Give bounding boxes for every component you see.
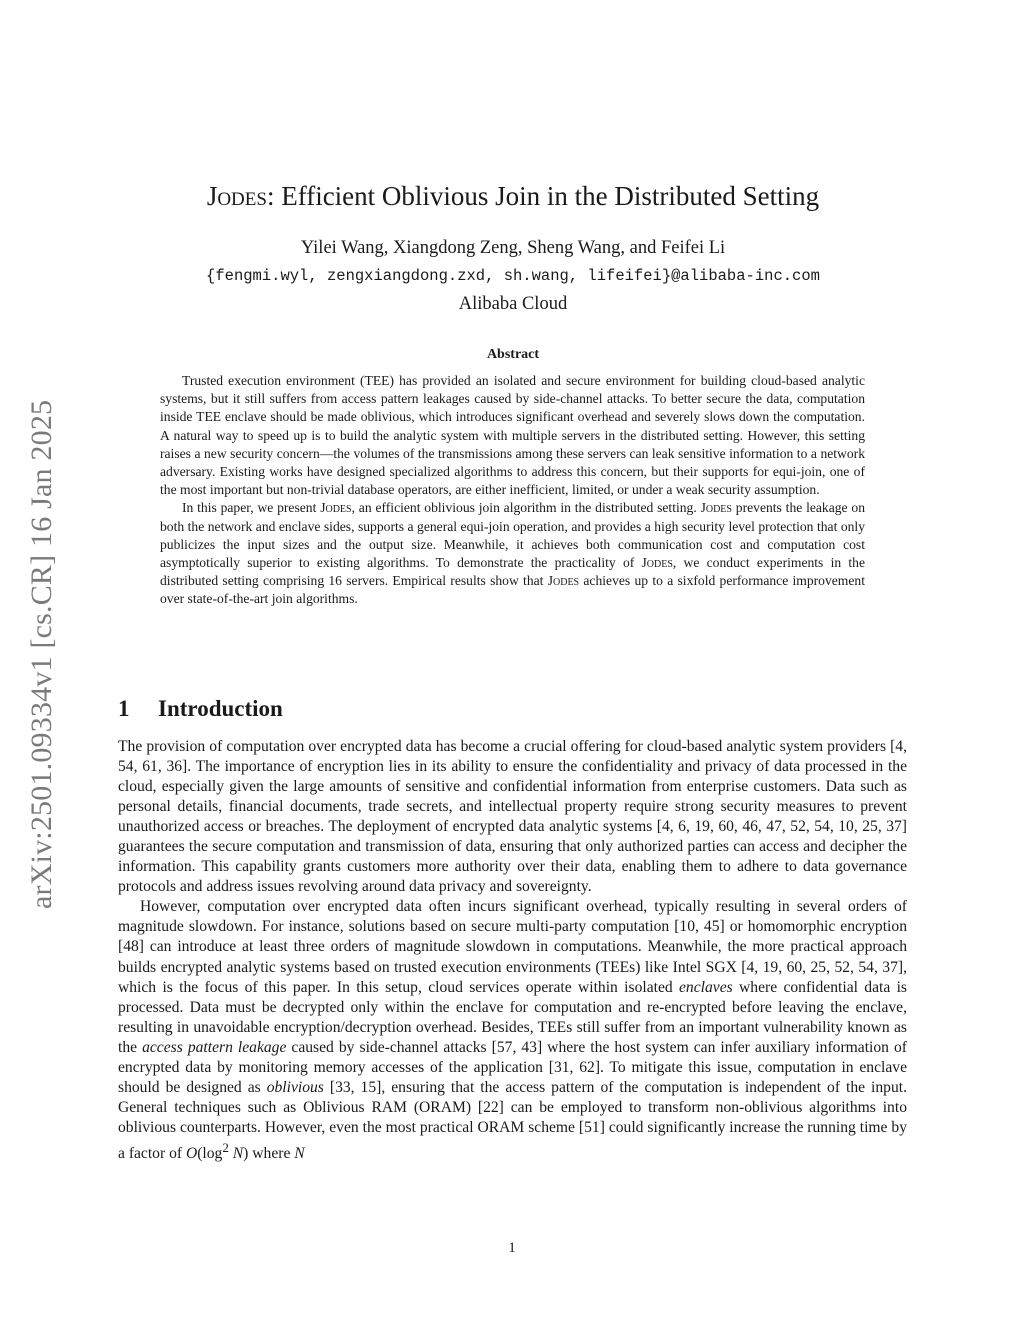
body-text-run: where	[248, 1145, 295, 1163]
emphasis: oblivious	[266, 1078, 324, 1096]
math-symbol: N	[294, 1145, 305, 1163]
body-text-run: [33, 15], ensuring that the access pattern of the computation is independent of the input. General techniques such as Oblivious RAM (ORAM) [22] can be employed to transform non-oblivious algorithms into oblivious counterparts. However, even the most practical ORAM scheme [51] could significantly increase the running time by a factor of	[118, 1078, 907, 1163]
abstract-text: prevents the leakage on both the network and enclave sides, supports a general equi-join operation, and provides a high security level protection that only publicizes the input sizes and the output size. Meanwhile, it achieves both communication cost and computation cost asymptotically superior to existing algorithms. To demonstrate the practicality of	[160, 500, 865, 571]
section-heading	[118, 693, 908, 725]
title-rest: : Efficient Oblivious Join in the Distributed Setting	[266, 181, 820, 211]
abstract-text: achieves up to a sixfold performance improvement over state-of-the-art join algorithms.	[160, 573, 865, 607]
abstract-paragraph-1: Trusted execution environment (TEE) has provided an isolated and secure environment for building cloud-based analytic systems, but it still suffers from access pattern leakages caused by side-channel attacks. To better secure the data, computation inside TEE enclave should be made oblivious, which introduces significant overhead and severely slows down the computation. A natural way to speed up is to build the analytic system with multiple servers in the distributed setting. However, this setting raises a new security concern—the volumes of the transmissions among these servers can leak sensitive information to a network adversary. Existing works have designed specialized algorithms to address this concern, but their supports for equi-join, one of the most important but non-trivial database operators, are either inefficient, limited, or under a weak security assumption.	[160, 373, 865, 498]
body-text	[118, 737, 907, 1164]
abstract-text: , an efficient oblivious join algorithm in the distributed setting.	[351, 500, 701, 516]
system-name: Jodes	[700, 500, 732, 516]
abstract-body	[160, 372, 865, 609]
section-title: Introduction	[158, 696, 283, 721]
body-paragraph-2	[118, 897, 907, 1164]
paper-title	[118, 176, 908, 216]
arxiv-identifier: arXiv:2501.09334v1 [cs.CR] 16 Jan 2025	[25, 399, 58, 909]
body-text-run: where confidential data is processed. Data must be decrypted only within the enclave for computation and re-encrypted before leaving the enclave, resulting in unavoidable encryption/decryption overhead. Besides, TEEs still suffer from an important vulnerability known as the	[118, 978, 907, 1056]
affiliation: Alibaba Cloud	[458, 294, 568, 314]
title-system-name: Jodes	[206, 181, 267, 211]
math-symbol: N	[228, 1145, 244, 1163]
emphasis: access pattern leakage	[142, 1038, 287, 1056]
author-list: Yilei Wang, Xiangdong Zeng, Sheng Wang, and Feifei Li	[300, 238, 726, 258]
abstract-heading: Abstract	[486, 347, 540, 362]
math-text: )	[243, 1145, 249, 1163]
system-name: Jodes	[320, 500, 352, 516]
system-name: Jodes	[547, 573, 580, 589]
math-symbol: O	[185, 1145, 198, 1163]
body-paragraph-1: The provision of computation over encrypted data has become a crucial offering for cloud-based analytic system providers [4, 54, 61, 36]. The importance of encryption lies in its ability to ensure the confidentiality and privacy of data processed in the cloud, especially given the large amounts of sensitive and confidential information from enterprise customers. Data such as personal details, financial documents, trade secrets, and intellectual property require strong security measures to prevent unauthorized access or breaches. The deployment of encrypted data analytic systems [4, 6, 19, 60, 46, 47, 52, 54, 10, 25, 37] guarantees the secure computation and transmission of data, ensuring that only authorized parties can access and decipher the information. This capability grants customers more authority over their data, enabling them to adhere to data governance protocols and address issues revolving around data privacy and sovereignty.	[118, 738, 907, 896]
author-emails: {fengmi.wyl, zengxiangdong.zxd, sh.wang, lifeifei}@alibaba-inc.com	[206, 267, 820, 285]
page-number: 1	[508, 1240, 516, 1256]
body-text-run: caused by side-channel attacks [57, 43] where the host system can infer auxiliary information of encrypted data by monitoring memory accesses of the application [31, 62]. To mitigate this issue, computation in enclave should be designed as	[118, 1038, 907, 1096]
abstract-text: , we conduct experiments in the distributed setting comprising 16 servers. Empirical results show that	[160, 555, 865, 589]
math-text: (log	[197, 1145, 223, 1163]
abstract-paragraph-2	[160, 499, 865, 608]
abstract-text: In this paper, we present	[182, 500, 321, 516]
body-text-run: However, computation over encrypted data often incurs significant overhead, typically resulting in several orders of magnitude slowdown. For instance, solutions based on secure multi-party computation [10, 45] or homomorphic encryption [48] can introduce at least three orders of magnitude slowdown in computations. Meanwhile, the more practical approach builds encrypted analytic systems based on trusted execution environments (TEEs) like Intel SGX [4, 19, 60, 25, 52, 54, 37], which is the focus of this paper. In this setup, cloud services operate within isolated	[118, 898, 907, 996]
system-name: Jodes	[641, 555, 673, 571]
math-superscript: 2	[222, 1139, 229, 1155]
section-number: 1	[118, 696, 130, 721]
emphasis: enclaves	[679, 978, 733, 996]
